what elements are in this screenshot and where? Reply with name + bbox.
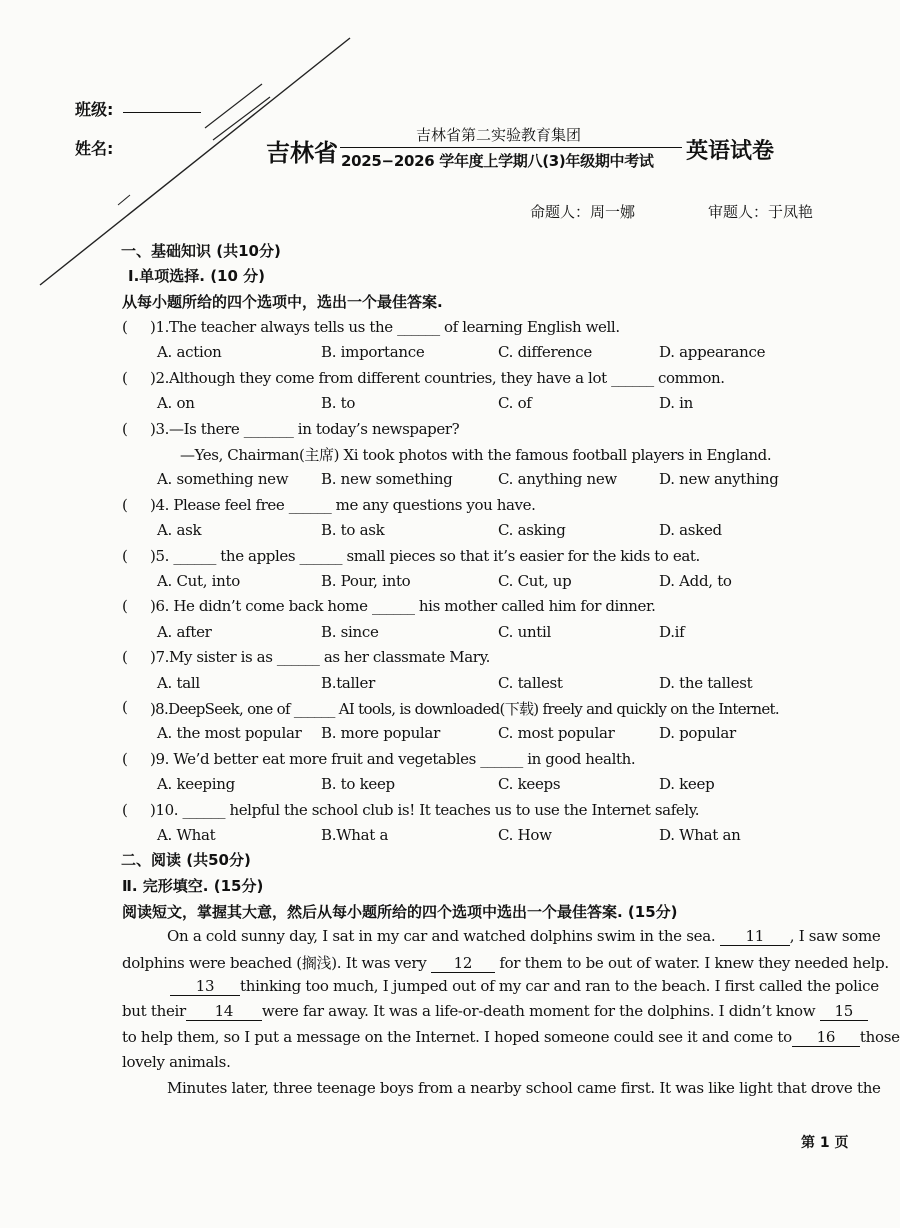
section1-instruction: 从每小题所给的四个选项中，选出一个最佳答案. [122,293,443,311]
blank-14[interactable]: 14 [186,1002,262,1021]
question-paren: ( [122,318,128,336]
passage-text: thinking too much, I jumped out of my car and ran to the beach. I first called the police [240,977,879,995]
question-stem: )3.—Is there _______ in today’s newspaper? [150,420,460,438]
exam-title: 英语试卷 [686,139,775,164]
class-field[interactable] [123,112,201,113]
option-c[interactable]: C. of [498,394,532,412]
option-c[interactable]: C. most popular [498,724,615,742]
question-stem: )5. ______ the apples ______ small pieces so that it’s easier for the kids to eat. [150,547,700,565]
option-a[interactable]: A. Cut, into [157,572,240,590]
option-b[interactable]: B. more popular [321,724,440,742]
question-stem: )1.The teacher always tells us the ______ of learning English well. [150,318,620,336]
question-stem: )4. Please feel free ______ me any questions you have. [150,496,536,514]
option-d[interactable]: D. appearance [659,343,766,361]
blank-15[interactable]: 15 [820,1002,868,1021]
passage-line [122,1028,900,1047]
question-stem: )2.Although they come from different countries, they have a lot ______ common. [150,369,725,387]
passage-text: for them to be out of water. I knew they needed help. [499,954,889,972]
province-title: 吉林省 [266,139,338,167]
school-name: 吉林省第二实验教育集团 [416,126,582,144]
passage-line [170,977,879,996]
option-d[interactable]: D. in [659,394,693,412]
question-stem: )10. ______ helpful the school club is! It teaches us to use the Internet safely. [150,801,700,819]
question-stem: )6. He didn’t come back home ______ his mother called him for dinner. [150,597,656,615]
question-stem-continuation: —Yes, Chairman(主席) Xi took photos with the famous football players in England. [180,446,772,464]
option-c[interactable]: C. tallest [498,674,563,692]
option-d[interactable]: D. What an [659,826,741,844]
option-a[interactable]: A. after [157,623,212,641]
section1-part-title: Ⅰ.单项选择. (10 分) [128,267,266,285]
option-a[interactable]: A. on [157,394,195,412]
option-c[interactable]: C. anything new [498,470,617,488]
passage-text: but their [122,1002,186,1020]
passage-line [122,952,889,973]
option-d[interactable]: D. popular [659,724,736,742]
passage-text: On a cold sunny day, I sat in my car and watched dolphins swim in the sea. [167,927,716,945]
passage-line [167,927,881,946]
option-d[interactable]: D. asked [659,521,722,539]
option-c[interactable]: C. keeps [498,775,561,793]
question-paren: ( [122,648,128,666]
option-c[interactable]: C. Cut, up [498,572,572,590]
option-b[interactable]: B.taller [321,674,376,692]
option-a[interactable]: A. keeping [157,775,235,793]
question-paren: ( [122,801,128,819]
option-b[interactable]: B. importance [321,343,425,361]
question-paren: ( [122,547,128,565]
question-paren: ( [122,420,128,438]
section2-title: 二、阅读 (共50分) [121,851,251,869]
page-number: 第 1 页 [801,1135,849,1151]
question-stem: )9. We’d better eat more fruit and vegetables ______ in good health. [150,750,636,768]
passage-line: Minutes later, three teenage boys from a nearby school came first. It was like light that drove the [167,1079,881,1097]
option-a[interactable]: A. tall [157,674,200,692]
option-b[interactable]: B. since [321,623,379,641]
option-c[interactable]: C. until [498,623,552,641]
section2-instruction: 阅读短文，掌握其大意，然后从每小题所给的四个选项中选出一个最佳答案. (15分) [122,903,678,921]
option-b[interactable]: B. new something [321,470,453,488]
option-a[interactable]: A. What [157,826,216,844]
option-a[interactable]: A. the most popular [157,724,302,742]
blank-12[interactable]: 12 [431,954,495,973]
passage-text: dolphins were beached (搁浅). It was very [122,954,427,972]
passage-text: to help them, so I put a message on the Internet. I hoped someone could see it and come to [122,1028,792,1046]
section2-part-title: Ⅱ. 完形填空. (15分) [122,877,264,895]
option-b[interactable]: B. to ask [321,521,385,539]
reviewer: 审题人：于凤艳 [708,203,814,221]
question-paren: ( [122,369,128,387]
option-a[interactable]: A. ask [157,521,202,539]
option-d[interactable]: D. the tallest [659,674,753,692]
option-a[interactable]: A. something new [157,470,289,488]
passage-text: those [859,1028,900,1046]
blank-11[interactable]: 11 [720,927,790,946]
passage-text: , I saw some [789,927,881,945]
option-c[interactable]: C. asking [498,521,566,539]
question-paren: ( [122,496,128,514]
question-paren: ( [122,750,128,768]
option-d[interactable]: D. keep [659,775,715,793]
option-b[interactable]: B.What a [321,826,389,844]
option-d[interactable]: D.if [659,623,685,641]
option-c[interactable]: C. How [498,826,552,844]
header-rule [340,147,682,148]
blank-13[interactable]: 13 [170,977,240,996]
option-b[interactable]: B. to [321,394,356,412]
option-b[interactable]: B. to keep [321,775,395,793]
question-paren: ( [122,597,128,615]
option-b[interactable]: B. Pour, into [321,572,411,590]
option-d[interactable]: D. new anything [659,470,779,488]
blank-16[interactable]: 16 [792,1028,860,1047]
setter: 命题人：周一娜 [530,203,636,221]
question-paren: ( [122,698,128,716]
section1-title: 一、基础知识 (共10分) [121,242,281,260]
passage-line [122,1002,868,1021]
passage-line: lovely animals. [122,1053,231,1071]
name-label: 姓名: [75,139,114,158]
question-stem: )8.DeepSeek, one of ______ AI tools, is downloaded(下载) freely and quickly on the Internet. [150,700,779,718]
option-a[interactable]: A. action [157,343,222,361]
question-stem: )7.My sister is as ______ as her classmate Mary. [150,648,491,666]
option-d[interactable]: D. Add, to [659,572,732,590]
option-c[interactable]: C. difference [498,343,592,361]
class-label: 班级: [75,100,114,119]
term-title: 2025−2026 学年度上学期八(3)年级期中考试 [341,152,654,170]
passage-text: were far away. It was a life-or-death moment for the dolphins. I didn’t know [261,1002,816,1020]
